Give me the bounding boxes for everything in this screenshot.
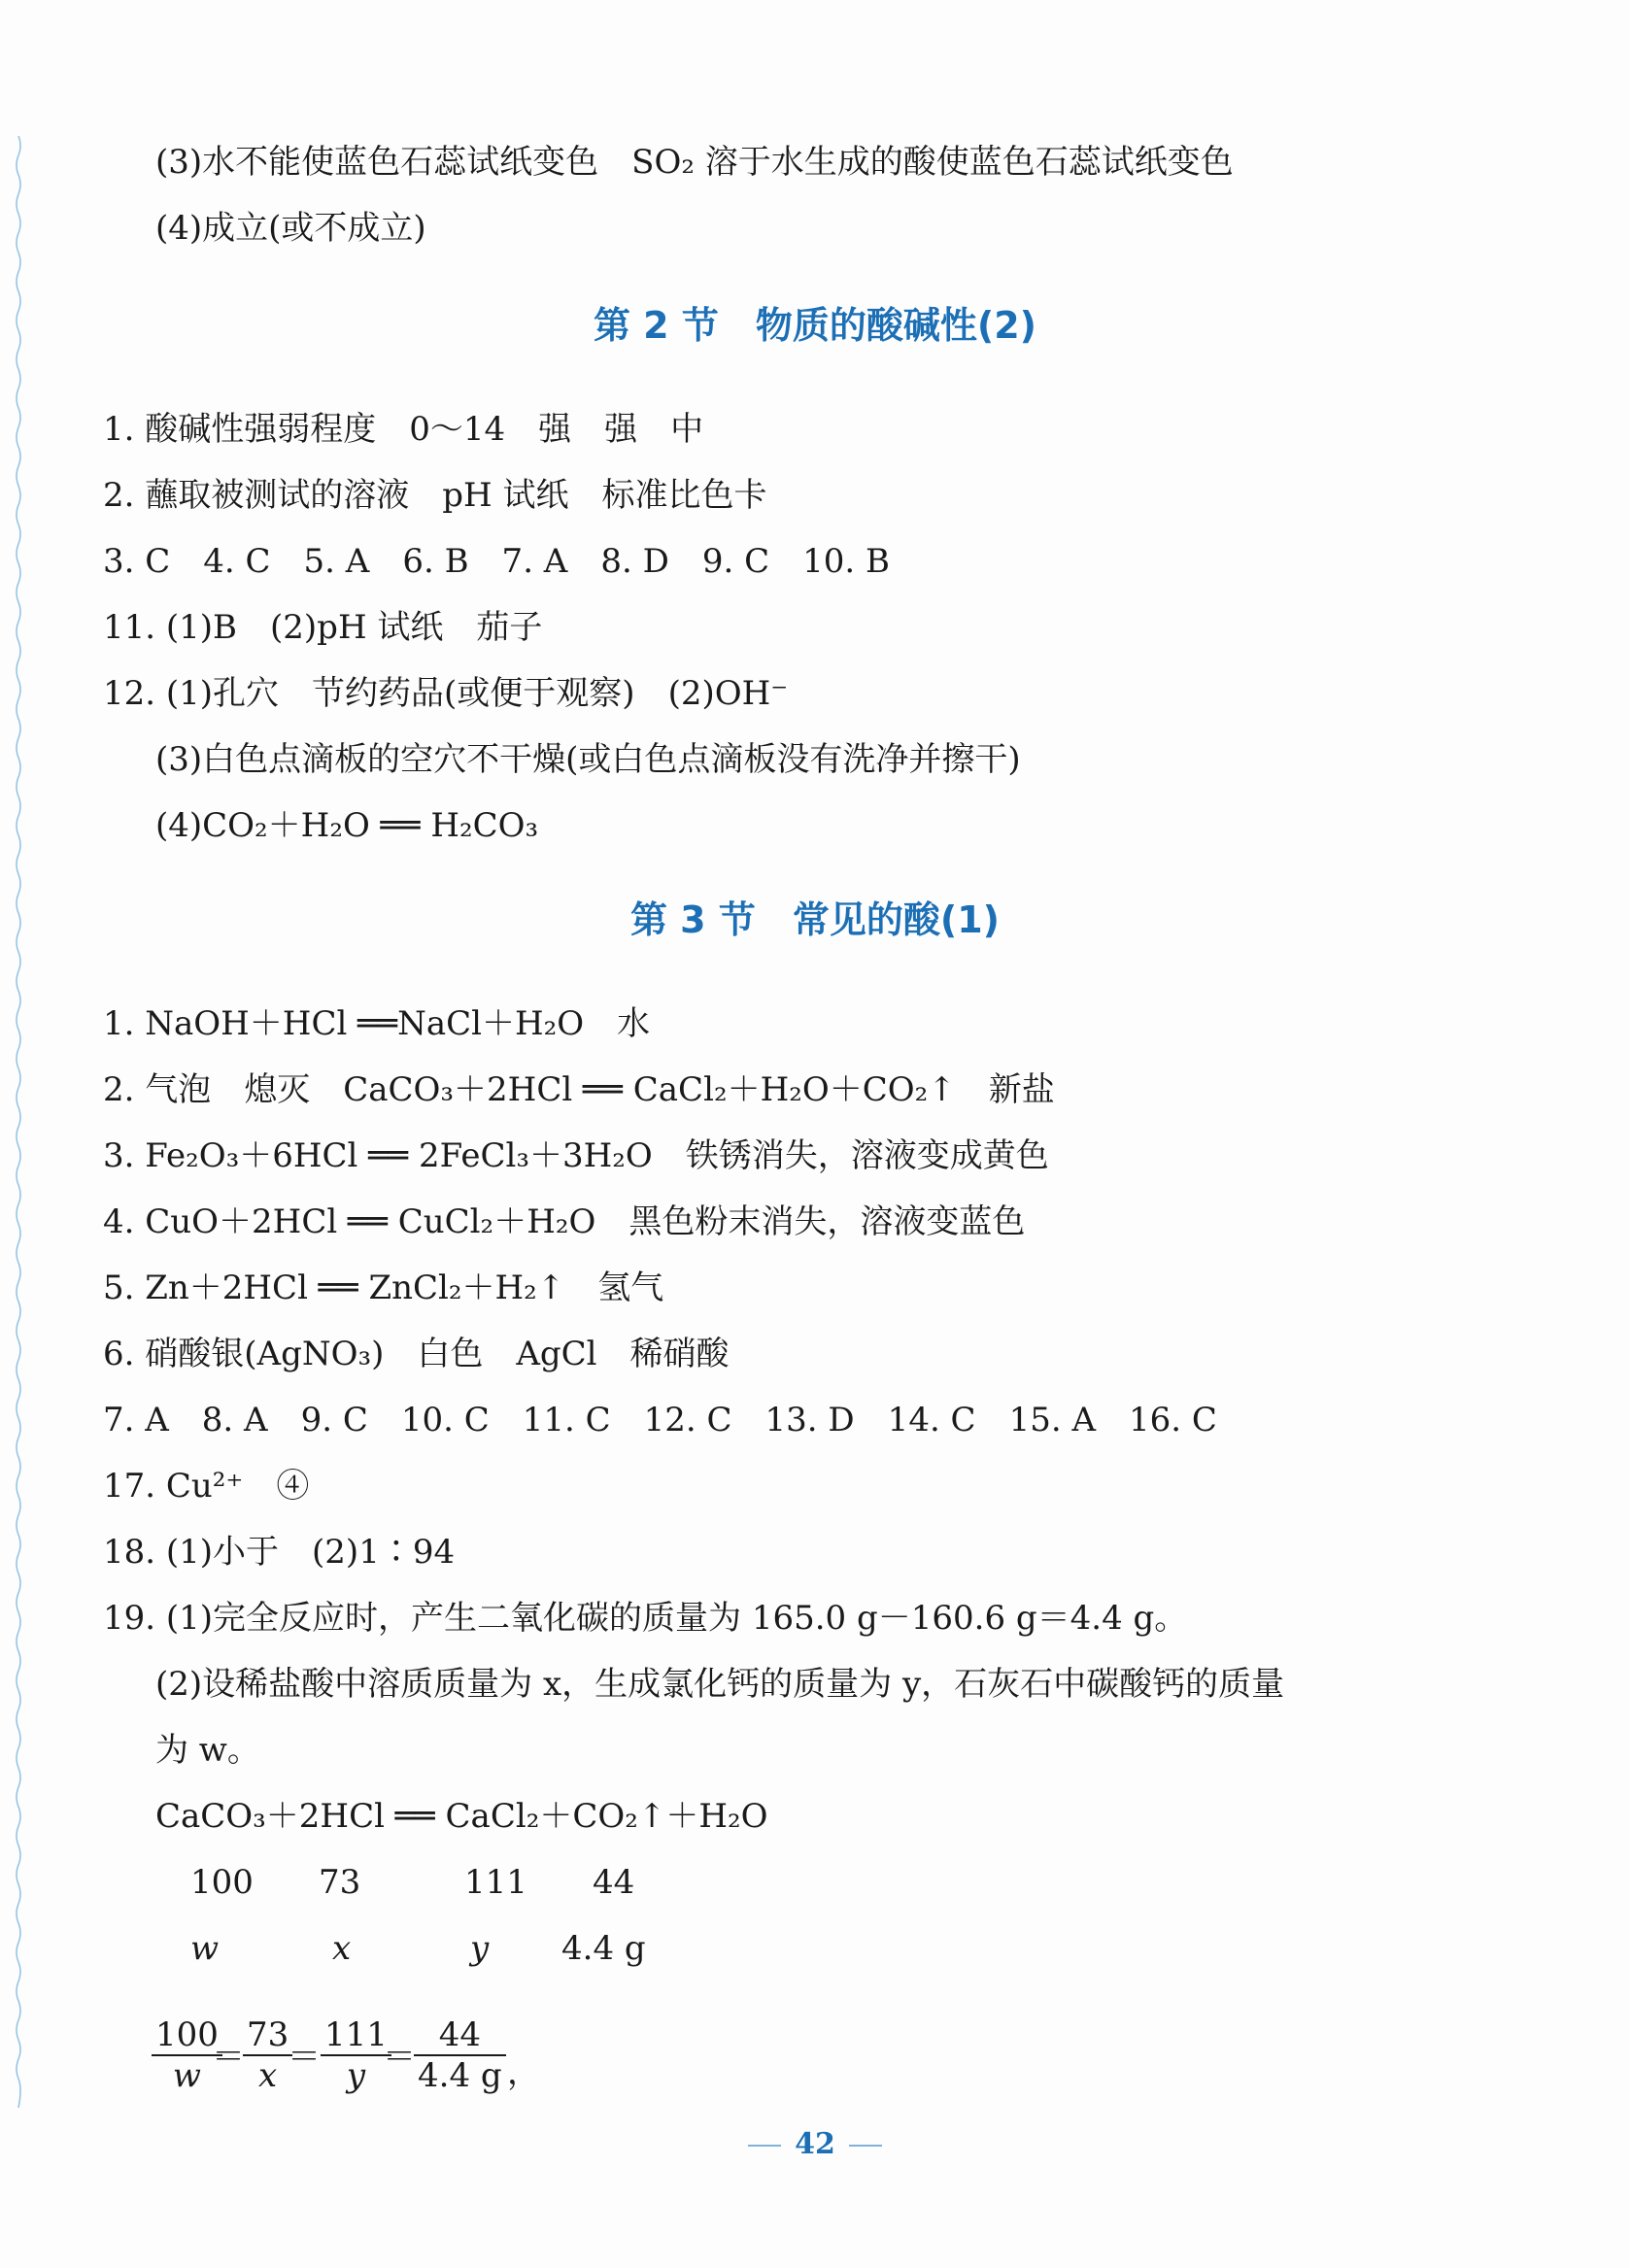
page-number-dash [849, 2145, 882, 2147]
answer-line: 6. 硝酸银(AgNO₃) 白色 AgCl 稀硝酸 [103, 1335, 730, 1373]
fraction-denominator: x [258, 2056, 278, 2095]
answer-line: 2. 蘸取被测试的溶液 pH 试纸 标准比色卡 [103, 476, 767, 515]
section-title: 第 2 节 物质的酸碱性(2) [593, 304, 1037, 347]
equals-sign: ＝ [212, 2038, 245, 2077]
page-number-text: 42 [795, 2127, 835, 2161]
fraction-numerator: 44 [414, 2015, 506, 2056]
unknown-mass: x [332, 1929, 352, 1968]
molar-mass: 73 [319, 1863, 361, 1902]
fraction [321, 2015, 391, 2095]
answer-line: 为 w。 [155, 1731, 260, 1770]
answer-line: 12. (1)孔穴 节约药品(或便于观察) (2)OH⁻ [103, 674, 789, 713]
section-title: 第 3 节 常见的酸(1) [629, 898, 1001, 941]
answer-line: 19. (1)完全反应时，产生二氧化碳的质量为 165.0 g－160.6 g＝4.4 g。 [103, 1599, 1188, 1638]
page-number [0, 2127, 1630, 2161]
molar-mass: 111 [464, 1863, 527, 1902]
answer-line: 2. 气泡 熄灭 CaCO₃＋2HCl ══ CaCl₂＋H₂O＋CO₂↑ 新盐 [103, 1070, 1055, 1109]
fraction [243, 2015, 292, 2095]
answer-line: 3. C 4. C 5. A 6. B 7. A 8. D 9. C 10. B [103, 542, 890, 581]
answer-line: 18. (1)小于 (2)1∶94 [103, 1533, 456, 1572]
reaction-equation: CaCO₃＋2HCl ══ CaCl₂＋CO₂↑＋H₂O [155, 1797, 768, 1836]
answer-line: (3)水不能使蓝色石蕊试纸变色 SO₂ 溶于水生成的酸使蓝色石蕊试纸变色 [155, 143, 1234, 182]
equals-sign: ＝ [383, 2038, 416, 2077]
answer-line: 11. (1)B (2)pH 试纸 茄子 [103, 608, 543, 647]
fraction-denominator: w [172, 2056, 201, 2095]
equals-sign: ＝ [288, 2038, 321, 2077]
fraction-denominator: y [346, 2056, 366, 2095]
answer-line: 4. CuO＋2HCl ══ CuCl₂＋H₂O 黑色粉末消失，溶液变蓝色 [103, 1202, 1026, 1241]
unknown-mass: y [470, 1929, 490, 1968]
page-edge-decoration [14, 136, 23, 2108]
page-number-dash [748, 2145, 781, 2147]
molar-mass: 44 [593, 1863, 635, 1902]
answer-line: 17. Cu²⁺ ④ [103, 1467, 310, 1506]
answer-line: (4)成立(或不成立) [155, 209, 426, 248]
known-mass: 4.4 g [561, 1929, 646, 1968]
fraction-numerator: 100 [152, 2015, 222, 2056]
molar-mass: 100 [190, 1863, 254, 1902]
trailing-comma: ， [507, 2053, 540, 2092]
fraction [414, 2015, 506, 2095]
fraction-numerator: 111 [321, 2015, 391, 2056]
answer-line: (4)CO₂＋H₂O ══ H₂CO₃ [155, 806, 539, 845]
answer-line: 1. NaOH＋HCl ══NaCl＋H₂O 水 [103, 1004, 651, 1043]
answer-line: 3. Fe₂O₃＋6HCl ══ 2FeCl₃＋3H₂O 铁锈消失，溶液变成黄色 [103, 1136, 1049, 1175]
fraction-denominator: 4.4 g [418, 2056, 502, 2095]
answer-line: (3)白色点滴板的空穴不干燥(或白色点滴板没有洗净并擦干) [155, 740, 1021, 779]
answer-line: 5. Zn＋2HCl ══ ZnCl₂＋H₂↑ 氢气 [103, 1269, 664, 1307]
answer-line: 7. A 8. A 9. C 10. C 11. C 12. C 13. D 14. C 15. A 16. C [103, 1401, 1217, 1439]
unknown-mass: w [190, 1929, 220, 1968]
answer-line: 1. 酸碱性强弱程度 0～14 强 强 中 [103, 410, 704, 449]
fraction-numerator: 73 [243, 2015, 292, 2056]
answer-line: (2)设稀盐酸中溶质质量为 x，生成氯化钙的质量为 y，石灰石中碳酸钙的质量 [155, 1665, 1285, 1704]
